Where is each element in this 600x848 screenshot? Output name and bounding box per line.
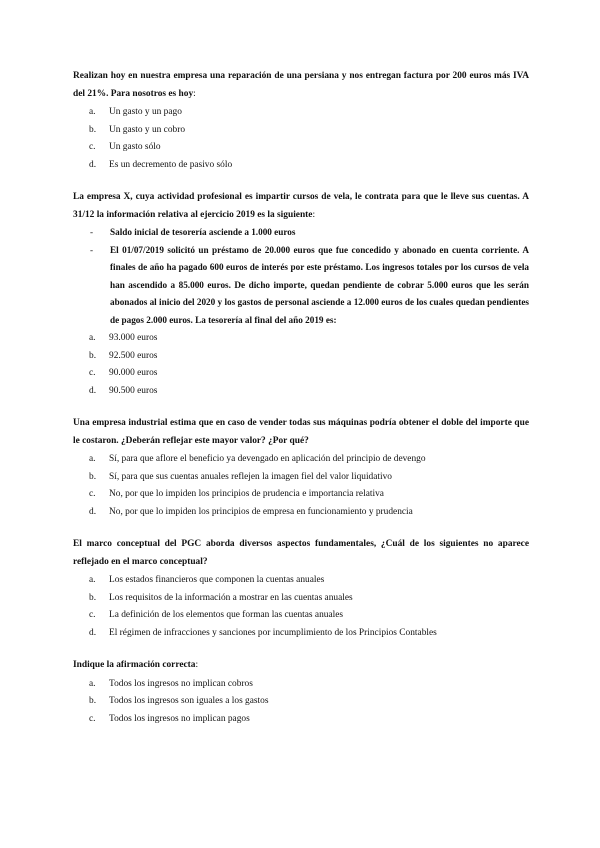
answer-option[interactable] xyxy=(73,590,529,608)
option-letter: a. xyxy=(89,454,96,464)
option-text: 90.000 euros xyxy=(109,368,158,378)
answer-option[interactable] xyxy=(73,348,529,366)
option-letter: d. xyxy=(89,506,97,517)
question-text xyxy=(73,657,529,675)
question-5 xyxy=(73,657,529,728)
data-bullet xyxy=(73,242,529,330)
answer-options xyxy=(73,451,529,521)
option-letter: c. xyxy=(89,713,96,724)
option-letter: a. xyxy=(89,678,96,689)
answer-option[interactable] xyxy=(73,607,529,625)
question-suffix: : xyxy=(195,660,199,670)
answer-option[interactable] xyxy=(73,486,529,504)
option-letter: a. xyxy=(89,107,96,117)
option-letter: c. xyxy=(89,368,96,378)
question-4 xyxy=(73,536,529,642)
answer-option[interactable] xyxy=(73,693,529,711)
answer-option[interactable] xyxy=(73,122,529,140)
question-suffix: : xyxy=(312,209,316,220)
option-text: 92.500 euros xyxy=(109,350,158,361)
option-text: No, por que lo impiden los principios de prudencia e importancia relativa xyxy=(109,489,384,499)
question-text xyxy=(73,189,529,224)
option-text: Todos los ingresos no implican cobros xyxy=(109,678,253,689)
answer-option[interactable] xyxy=(73,139,529,157)
option-letter: c. xyxy=(89,610,96,620)
option-letter: b. xyxy=(89,471,97,482)
question-2 xyxy=(73,189,529,400)
option-text: Sí, para que aflore el beneficio ya devengado en aplicación del principio de devengo xyxy=(109,454,426,464)
option-letter: d. xyxy=(89,159,97,170)
question-stem: Realizan hoy en nuestra empresa una reparación de una persiana y nos entregan factura por 200 euros más IVA del 21%. Para nosotros es hoy xyxy=(73,71,529,99)
answer-option[interactable] xyxy=(73,104,529,122)
question-1 xyxy=(73,68,529,174)
answer-option[interactable] xyxy=(73,625,529,643)
option-letter: b. xyxy=(89,350,97,361)
answer-option[interactable] xyxy=(73,711,529,729)
question-3 xyxy=(73,415,529,521)
option-letter: d. xyxy=(89,385,97,396)
answer-option[interactable] xyxy=(73,572,529,590)
option-text: Los requisitos de la información a mostrar en las cuentas anuales xyxy=(109,592,353,603)
bullet-text: Saldo inicial de tesorería asciende a 1.000 euros xyxy=(110,227,296,237)
option-text: 90.500 euros xyxy=(109,385,158,396)
question-stem: Una empresa industrial estima que en caso de vender todas sus máquinas podría obtener el doble del importe que le costaron. ¿Deberán reflejar este mayor valor? ¿Por qué? xyxy=(73,418,529,446)
option-text: Sí, para que sus cuentas anuales reflejen la imagen fiel del valor liquidativo xyxy=(109,471,392,482)
answer-options xyxy=(73,572,529,642)
option-text: No, por que lo impiden los principios de empresa en funcionamiento y prudencia xyxy=(109,506,413,517)
bullet-dash: - xyxy=(90,244,94,255)
answer-option[interactable] xyxy=(73,469,529,487)
option-letter: b. xyxy=(89,696,97,706)
option-letter: b. xyxy=(89,592,97,603)
option-letter: a. xyxy=(89,333,96,343)
data-bullet xyxy=(73,224,529,242)
answer-option[interactable] xyxy=(73,383,529,401)
answer-options xyxy=(73,330,529,400)
answer-option[interactable] xyxy=(73,504,529,522)
question-text xyxy=(73,68,529,103)
questions-container xyxy=(73,68,529,743)
option-text: Un gasto y un cobro xyxy=(109,124,186,135)
data-bullets xyxy=(73,224,529,329)
option-text: 93.000 euros xyxy=(109,333,158,343)
option-letter: c. xyxy=(89,489,96,499)
answer-option[interactable] xyxy=(73,330,529,348)
option-text: Es un decremento de pasivo sólo xyxy=(109,159,233,170)
option-text: La definición de los elementos que forman las cuentas anuales xyxy=(109,610,344,620)
question-stem: El marco conceptual del PGC aborda diversos aspectos fundamentales, ¿Cuál de los siguientes no aparece reflejado en el marco conceptual? xyxy=(73,539,529,567)
option-letter: b. xyxy=(89,124,97,135)
answer-option[interactable] xyxy=(73,676,529,694)
answer-option[interactable] xyxy=(73,451,529,469)
question-text xyxy=(73,536,529,571)
question-stem: Indique la afirmación correcta xyxy=(73,660,196,670)
question-suffix: : xyxy=(193,88,196,99)
option-text: Un gasto sólo xyxy=(109,142,161,152)
option-text: Todos los ingresos son iguales a los gastos xyxy=(109,696,269,706)
answer-options xyxy=(73,104,529,174)
answer-option[interactable] xyxy=(73,157,529,175)
option-letter: d. xyxy=(89,627,97,638)
option-letter: a. xyxy=(89,575,96,585)
option-text: Un gasto y un pago xyxy=(109,107,182,117)
option-text: Todos los ingresos no implican pagos xyxy=(109,713,250,724)
answer-options xyxy=(73,676,529,729)
question-text xyxy=(73,415,529,450)
question-stem: La empresa X, cuya actividad profesional es impartir cursos de vela, le contrata para que le lleve sus cuentas. A 31/12 la información relativa al ejercicio 2019 es la siguiente xyxy=(73,192,529,220)
answer-option[interactable] xyxy=(73,365,529,383)
option-letter: c. xyxy=(89,142,96,152)
option-text: Los estados financieros que componen la cuentas anuales xyxy=(109,575,325,585)
bullet-text: El 01/07/2019 solicitó un préstamo de 20.000 euros que fue concedido y abonado en cuenta corriente. A finales de año ha pagado 600 euros de interés por este préstamo. Los ingresos totales por los cursos de vela han ascendido a 85.000 euros. De dicho importe, quedan pendiente de cobrar 5.000 euros que les serán abonados al inicio del 2020 y los gastos de personal asciende a 12.000 euros de los cuales quedan pendientes de pagos 2.000 euros. La tesorería al final del año 2019 es: xyxy=(110,244,529,325)
option-text: El régimen de infracciones y sanciones por incumplimiento de los Principios Contables xyxy=(109,627,437,638)
bullet-dash: - xyxy=(90,227,94,237)
